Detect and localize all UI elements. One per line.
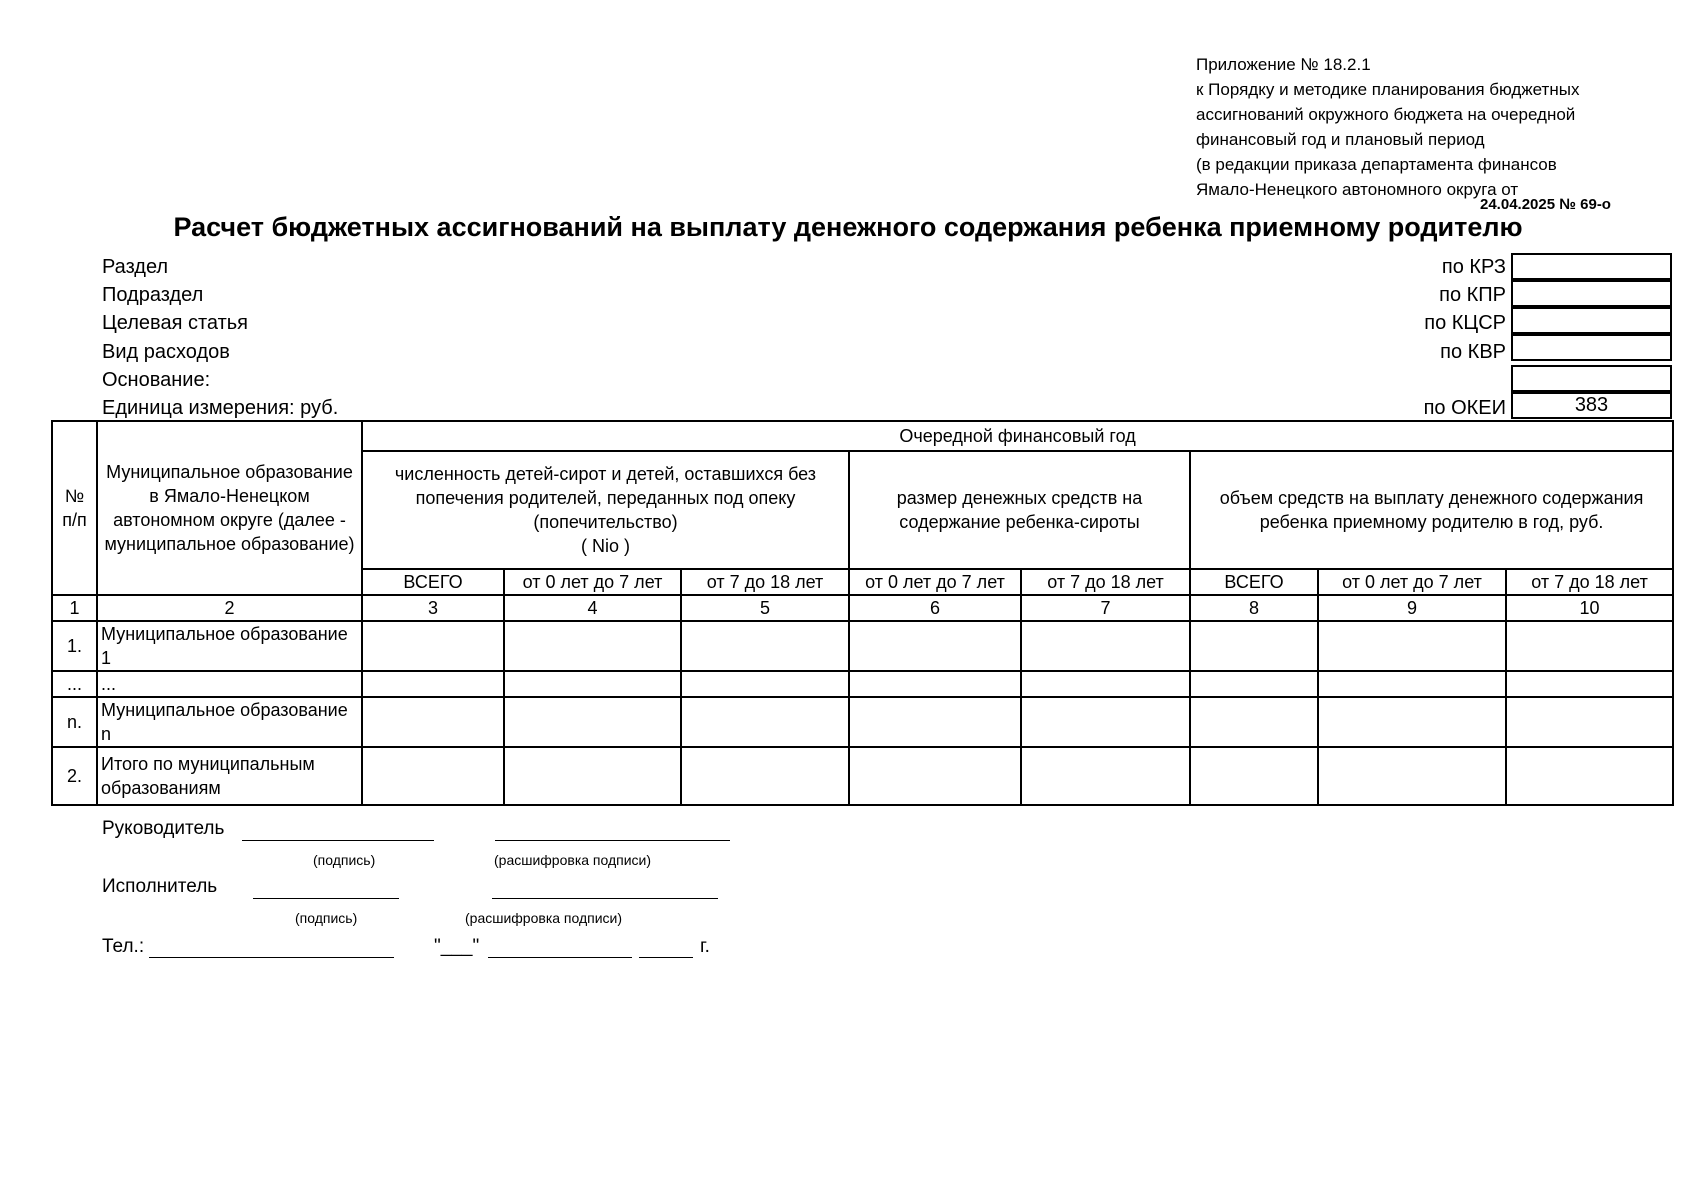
column-number: 4: [504, 595, 681, 621]
appendix-note: [1196, 52, 1579, 202]
data-cell[interactable]: [1021, 747, 1190, 805]
column-number: 2: [97, 595, 362, 621]
table-row: [52, 671, 1673, 697]
appendix-line: к Порядку и методике планирования бюджетных: [1196, 80, 1580, 99]
date-month-line[interactable]: [488, 957, 632, 958]
row-num: 2.: [52, 747, 97, 805]
appendix-line: финансовый год и плановый период: [1196, 130, 1485, 149]
head-signature-line[interactable]: [242, 840, 434, 841]
table-row: [52, 621, 1673, 671]
header-payment-size: размер денежных средств на содержание ребенка-сироты: [849, 451, 1190, 569]
data-cell[interactable]: [1318, 621, 1506, 671]
code-label-kvr: по КВР: [1440, 341, 1506, 363]
code-label-okei: по ОКЕИ: [1423, 397, 1506, 419]
code-box-krz[interactable]: [1511, 253, 1672, 280]
data-cell[interactable]: [681, 747, 849, 805]
header-payment-volume: объем средств на выплату денежного содержания ребенка приемному родителю в год, руб.: [1190, 451, 1673, 569]
executor-sign-caption: (подпись): [295, 910, 358, 926]
data-cell[interactable]: [504, 671, 681, 697]
data-cell[interactable]: [849, 671, 1021, 697]
phone-label: Тел.:: [102, 936, 145, 957]
date-year-line[interactable]: [639, 957, 693, 958]
row-num: n.: [52, 697, 97, 747]
meta-section: Раздел: [102, 256, 169, 278]
column-number: 1: [52, 595, 97, 621]
data-cell[interactable]: [681, 621, 849, 671]
meta-subsection: Подраздел: [102, 284, 204, 306]
data-cell[interactable]: [1506, 747, 1673, 805]
column-number: 5: [681, 595, 849, 621]
data-cell[interactable]: [504, 697, 681, 747]
data-cell[interactable]: [1318, 671, 1506, 697]
data-cell[interactable]: [362, 747, 504, 805]
calculation-table: [51, 420, 1674, 806]
data-cell[interactable]: [849, 621, 1021, 671]
row-municipality: ...: [97, 671, 362, 697]
code-label-kcsr: по КЦСР: [1424, 312, 1506, 334]
data-cell[interactable]: [1190, 697, 1318, 747]
header-children-count-text: численность детей-сирот и детей, оставшихся без попечения родителей, переданных под опеку (попечительство): [394, 464, 817, 532]
appendix-line: ассигнований окружного бюджета на очередной: [1196, 105, 1576, 124]
header-children-count: [362, 451, 849, 569]
data-cell[interactable]: [1506, 621, 1673, 671]
code-box-kpr[interactable]: [1511, 280, 1672, 307]
meta-target-article: Целевая статья: [102, 312, 248, 334]
data-cell[interactable]: [1021, 697, 1190, 747]
row-num: ...: [52, 671, 97, 697]
appendix-line: Приложение № 18.2.1: [1196, 55, 1371, 74]
subheader-total: ВСЕГО: [362, 569, 504, 595]
subheader-0-7: от 0 лет до 7 лет: [504, 569, 681, 595]
executor-label: Исполнитель: [102, 876, 218, 897]
column-number: 3: [362, 595, 504, 621]
column-number: 8: [1190, 595, 1318, 621]
phone-line[interactable]: [149, 957, 394, 958]
row-num: 1.: [52, 621, 97, 671]
head-decode-line[interactable]: [495, 840, 730, 841]
head-decode-caption: (расшифровка подписи): [494, 852, 652, 868]
date-day-quotes[interactable]: "___": [434, 936, 480, 957]
data-cell[interactable]: [1190, 621, 1318, 671]
appendix-line: Ямало-Ненецкого автономного округа от: [1196, 180, 1519, 199]
data-cell[interactable]: [1190, 747, 1318, 805]
column-number: 6: [849, 595, 1021, 621]
subheader-0-7: от 0 лет до 7 лет: [1318, 569, 1506, 595]
header-children-count-symbol: ( Nio ): [581, 536, 630, 556]
data-cell[interactable]: [1318, 697, 1506, 747]
subheader-7-18: от 7 до 18 лет: [1021, 569, 1190, 595]
data-cell[interactable]: [362, 671, 504, 697]
appendix-date: 24.04.2025 № 69-о: [1480, 196, 1611, 213]
data-cell[interactable]: [849, 747, 1021, 805]
subheader-0-7: от 0 лет до 7 лет: [849, 569, 1021, 595]
year-suffix: г.: [700, 936, 710, 957]
executor-decode-caption: (расшифровка подписи): [465, 910, 623, 926]
code-label-krz: по КРЗ: [1441, 256, 1506, 278]
data-cell[interactable]: [681, 697, 849, 747]
column-number: 9: [1318, 595, 1506, 621]
executor-decode-line[interactable]: [492, 898, 718, 899]
data-cell[interactable]: [1021, 671, 1190, 697]
header-municipality: Муниципальное образование в Ямало-Ненецком автономном округе (далее - муниципальное образование): [97, 421, 362, 595]
column-number: 7: [1021, 595, 1190, 621]
data-cell[interactable]: [1506, 671, 1673, 697]
header-fiscal-year: Очередной финансовый год: [362, 421, 1673, 451]
subheader-total: ВСЕГО: [1190, 569, 1318, 595]
table-row: [52, 697, 1673, 747]
code-box-blank[interactable]: [1511, 365, 1672, 392]
subheader-7-18: от 7 до 18 лет: [1506, 569, 1673, 595]
data-cell[interactable]: [1318, 747, 1506, 805]
meta-unit: Единица измерения: руб.: [102, 397, 339, 419]
data-cell[interactable]: [681, 671, 849, 697]
data-cell[interactable]: [362, 621, 504, 671]
meta-basis: Основание:: [102, 369, 211, 391]
data-cell[interactable]: [362, 697, 504, 747]
column-number: 10: [1506, 595, 1673, 621]
code-box-kvr[interactable]: [1511, 334, 1672, 361]
table-row-total: [52, 747, 1673, 805]
subheader-7-18: от 7 до 18 лет: [681, 569, 849, 595]
data-cell[interactable]: [504, 747, 681, 805]
data-cell[interactable]: [1506, 697, 1673, 747]
data-cell[interactable]: [849, 697, 1021, 747]
data-cell[interactable]: [1021, 621, 1190, 671]
meta-expense-type: Вид расходов: [102, 341, 230, 363]
header-num: № п/п: [52, 421, 97, 595]
data-cell[interactable]: [504, 621, 681, 671]
code-label-kpr: по КПР: [1439, 284, 1506, 306]
row-municipality: Муниципальное образование n: [97, 697, 362, 747]
head-label: Руководитель: [102, 818, 225, 839]
head-sign-caption: (подпись): [313, 852, 376, 868]
executor-signature-line[interactable]: [253, 898, 399, 899]
row-municipality: Итого по муниципальным образованиям: [97, 747, 362, 805]
code-box-kcsr[interactable]: [1511, 307, 1672, 334]
code-box-okei[interactable]: 383: [1511, 392, 1672, 419]
data-cell[interactable]: [1190, 671, 1318, 697]
appendix-line: (в редакции приказа департамента финансов: [1196, 155, 1557, 174]
row-municipality: Муниципальное образование 1: [97, 621, 362, 671]
page-title: Расчет бюджетных ассигнований на выплату денежного содержания ребенка приемному родителю: [173, 212, 1523, 242]
